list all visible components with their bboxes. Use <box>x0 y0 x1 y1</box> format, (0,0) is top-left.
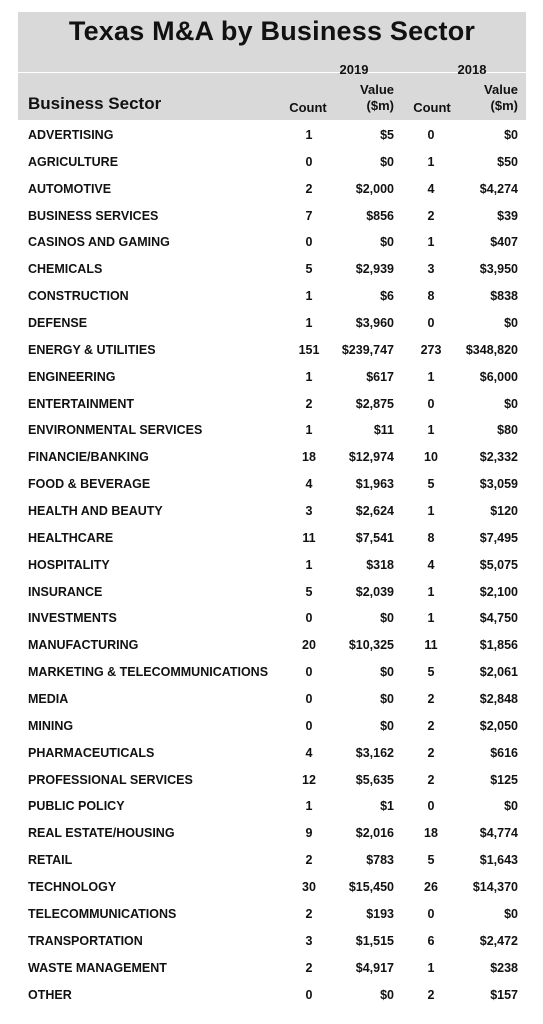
count-2018-cell: 5 <box>427 853 435 868</box>
sector-cell: ENGINEERING <box>28 369 116 384</box>
year-2019-label: 2019 <box>339 62 369 77</box>
table-row <box>18 310 526 337</box>
value-2018-cell: $120 <box>490 504 518 519</box>
value-2019-cell: $2,624 <box>355 504 394 519</box>
count-2018-cell: 5 <box>427 665 435 680</box>
count-2018-cell: 5 <box>427 477 435 492</box>
value-2018-cell: $407 <box>490 235 518 250</box>
sector-cell: WASTE MANAGEMENT <box>28 960 167 975</box>
value-2018-cell: $238 <box>490 960 518 975</box>
count-2019-cell: 2 <box>305 906 313 921</box>
value-2019-cell: $239,747 <box>341 342 394 357</box>
value-2018-cell: $0 <box>504 128 518 142</box>
value-2018-cell: $1,643 <box>479 853 518 868</box>
sector-cell: CASINOS AND GAMING <box>28 235 170 250</box>
count-2018-cell: 0 <box>427 128 435 142</box>
value-2018-cell: $0 <box>504 316 518 331</box>
count-2019-cell: 5 <box>305 262 313 277</box>
table-row <box>18 417 526 444</box>
count-2018-cell: 1 <box>427 235 435 250</box>
value-2019-cell: $11 <box>373 423 394 438</box>
value-2019-cell: $856 <box>366 208 394 223</box>
count-2018-cell: 2 <box>427 745 435 760</box>
count-2019-cell: 7 <box>305 208 313 223</box>
value-2018-cell: $0 <box>504 906 518 921</box>
count-2018-cell: 1 <box>427 960 435 975</box>
count-2019-cell: 2 <box>305 853 313 868</box>
value-2019-cell: $783 <box>366 853 394 868</box>
count-2019-cell: 1 <box>305 799 313 814</box>
sector-cell: PROFESSIONAL SERVICES <box>28 772 193 787</box>
value-2018-cell: $2,848 <box>479 692 518 707</box>
value-2019-cell: $15,450 <box>348 880 394 895</box>
count-2018-cell: 10 <box>424 450 438 465</box>
value-2019-cell: $2,016 <box>355 826 394 841</box>
value-2019-cell: $193 <box>366 906 394 921</box>
table-row <box>18 149 526 176</box>
table-row <box>18 793 526 820</box>
table-row <box>18 364 526 391</box>
count-2018-cell: 2 <box>427 208 435 223</box>
value-2018-cell: $3,950 <box>479 262 518 277</box>
value-2019-cell: $1,515 <box>355 933 394 948</box>
count-2019-cell: 4 <box>305 745 313 760</box>
table-row <box>18 444 526 471</box>
value-2018-cell: $2,332 <box>479 450 518 465</box>
sector-cell: BUSINESS SERVICES <box>28 208 159 223</box>
table-row <box>18 686 526 713</box>
value-2019-cell: $7,541 <box>355 530 394 545</box>
sector-table-body <box>18 122 526 1008</box>
value-2018-cell: $4,774 <box>479 826 518 841</box>
value-2019-cell: $4,917 <box>355 960 394 975</box>
sector-cell: AUTOMOTIVE <box>28 181 112 196</box>
sector-cell: TECHNOLOGY <box>28 880 117 895</box>
count-2019-cell: 0 <box>305 665 313 680</box>
value-2019-cell: $6 <box>380 289 394 304</box>
count-2019-cell: 30 <box>302 880 316 895</box>
sector-cell: ENERGY & UTILITIES <box>28 342 156 357</box>
count-2018-cell: 2 <box>427 718 435 733</box>
table-row <box>18 874 526 901</box>
value-2018-cell: $348,820 <box>465 342 518 357</box>
table-row <box>18 337 526 364</box>
table-row <box>18 740 526 767</box>
table-row <box>18 579 526 606</box>
sector-cell: CONSTRUCTION <box>28 289 129 304</box>
value-2018-cell: $125 <box>490 772 518 787</box>
count-2018-cell: 11 <box>424 638 438 653</box>
table-row <box>18 955 526 982</box>
count-2019-cell: 3 <box>305 933 313 948</box>
sector-cell: OTHER <box>28 987 72 1002</box>
count-2019-cell: 20 <box>302 638 316 653</box>
value-2018-cell: $6,000 <box>479 369 518 384</box>
value-2018-cell: $157 <box>490 987 518 1002</box>
count-2018-cell: 0 <box>427 906 435 921</box>
table-header <box>18 12 526 120</box>
table-row <box>18 498 526 525</box>
table-row <box>18 525 526 552</box>
sector-cell: AGRICULTURE <box>28 154 119 169</box>
count-2019-cell: 12 <box>302 772 316 787</box>
sector-cell: MEDIA <box>28 692 69 707</box>
count-2019-cell: 4 <box>305 477 313 492</box>
value-2019-cell: $10,325 <box>348 638 394 653</box>
value-2018-cell: $616 <box>490 745 518 760</box>
sector-cell: MARKETING & TELECOMMUNICATIONS <box>28 665 269 680</box>
value-2018-cell: $14,370 <box>472 880 518 895</box>
value-2019-cell: $5 <box>380 128 394 142</box>
count-2018-cell: 0 <box>427 396 435 411</box>
value-2019-cell: $2,039 <box>355 584 394 599</box>
count-2018-cell: 2 <box>427 987 435 1002</box>
sector-cell: ENTERTAINMENT <box>28 396 135 411</box>
value-2019-cell: $1,963 <box>355 477 394 492</box>
count-2019-cell: 1 <box>305 423 313 438</box>
table-row <box>18 552 526 579</box>
count-2018-cell: 2 <box>427 772 435 787</box>
value-2019-cell: $617 <box>366 369 394 384</box>
table-row <box>18 176 526 203</box>
table-row <box>18 982 526 1009</box>
value-2018-cell: $1,856 <box>479 638 518 653</box>
table-row <box>18 820 526 847</box>
sector-cell: MANUFACTURING <box>28 638 139 653</box>
table-row <box>18 229 526 256</box>
table-row <box>18 901 526 928</box>
value-2019-cell: $3,960 <box>355 316 394 331</box>
count-2019-cell: 1 <box>305 557 313 572</box>
count-2019-cell: 0 <box>305 611 313 626</box>
count-2018-cell: 8 <box>427 530 435 545</box>
count-2018-cell: 0 <box>427 316 435 331</box>
value-2019-cell: $0 <box>380 692 394 707</box>
value-2018-header <box>472 82 518 114</box>
count-2018-cell: 1 <box>427 154 435 169</box>
sector-cell: REAL ESTATE/HOUSING <box>28 826 175 841</box>
sector-cell: INVESTMENTS <box>28 611 117 626</box>
sector-cell: ENVIRONMENTAL SERVICES <box>28 423 203 438</box>
count-2019-cell: 0 <box>305 154 313 169</box>
sector-cell: CHEMICALS <box>28 262 103 277</box>
table-row <box>18 471 526 498</box>
table-row <box>18 256 526 283</box>
table-row <box>18 605 526 632</box>
table-row <box>18 767 526 794</box>
count-2019-cell: 11 <box>302 530 316 545</box>
sector-column-header: Business Sector <box>28 94 162 113</box>
value-2018-header-top: Value <box>484 82 518 97</box>
table-row <box>18 283 526 310</box>
count-2018-cell: 4 <box>427 181 435 196</box>
count-2018-cell: 6 <box>427 933 435 948</box>
value-2019-cell: $2,000 <box>355 181 394 196</box>
count-2019-cell: 0 <box>305 235 313 250</box>
count-2019-cell: 5 <box>305 584 313 599</box>
count-2018-cell: 2 <box>427 692 435 707</box>
count-2018-cell: 1 <box>427 584 435 599</box>
count-2019-cell: 2 <box>305 396 313 411</box>
value-2018-cell: $838 <box>490 289 518 304</box>
value-2018-cell: $2,472 <box>479 933 518 948</box>
count-2019-cell: 2 <box>305 960 313 975</box>
count-2018-cell: 1 <box>427 369 435 384</box>
sector-cell: HEALTHCARE <box>28 530 114 545</box>
count-2018-cell: 8 <box>427 289 435 304</box>
table-row <box>18 203 526 230</box>
count-2018-cell: 1 <box>427 611 435 626</box>
value-2019-cell: $0 <box>380 154 394 169</box>
count-2018-cell: 3 <box>427 262 435 277</box>
count-2019-cell: 0 <box>305 692 313 707</box>
value-2019-cell: $0 <box>380 665 394 680</box>
count-2018-cell: 18 <box>424 826 438 841</box>
value-2018-header-bottom: ($m) <box>490 98 518 113</box>
sector-cell: ADVERTISING <box>28 128 114 142</box>
value-2019-header <box>348 82 394 114</box>
count-2019-cell: 1 <box>305 369 313 384</box>
value-2019-cell: $2,875 <box>355 396 394 411</box>
value-2019-cell: $1 <box>380 799 394 814</box>
value-2019-header-bottom: ($m) <box>366 98 394 113</box>
count-2019-cell: 18 <box>302 450 316 465</box>
value-2018-cell: $0 <box>504 396 518 411</box>
value-2019-cell: $3,162 <box>355 745 394 760</box>
value-2018-cell: $0 <box>504 799 518 814</box>
count-2018-cell: 1 <box>427 504 435 519</box>
count-2018-cell: 4 <box>427 557 435 572</box>
sector-cell: RETAIL <box>28 853 73 868</box>
count-2019-cell: 151 <box>298 342 320 357</box>
sector-cell: INSURANCE <box>28 584 103 599</box>
value-2019-cell: $0 <box>380 718 394 733</box>
table-row <box>18 391 526 418</box>
count-2019-cell: 9 <box>305 826 313 841</box>
count-2018-cell: 0 <box>427 799 435 814</box>
sector-cell: FINANCIE/BANKING <box>28 450 149 465</box>
page-title: Texas M&A by Business Sector <box>68 16 476 46</box>
table-row <box>18 659 526 686</box>
count-2018-cell: 1 <box>427 423 435 438</box>
year-2018-label: 2018 <box>457 62 487 77</box>
count-2019-cell: 1 <box>305 289 313 304</box>
value-2018-cell: $2,061 <box>479 665 518 680</box>
value-2018-cell: $7,495 <box>479 530 518 545</box>
value-2018-cell: $50 <box>497 154 518 169</box>
sector-cell: FOOD & BEVERAGE <box>28 477 151 492</box>
count-2019-cell: 1 <box>305 128 313 142</box>
value-2018-cell: $2,050 <box>479 718 518 733</box>
table-row <box>18 713 526 740</box>
value-2019-cell: $12,974 <box>348 450 394 465</box>
value-2019-cell: $5,635 <box>355 772 394 787</box>
count-2019-cell: 1 <box>305 316 313 331</box>
count-2019-cell: 3 <box>305 504 313 519</box>
value-2019-cell: $0 <box>380 987 394 1002</box>
table-row <box>18 847 526 874</box>
value-2019-header-top: Value <box>360 82 394 97</box>
value-2018-cell: $80 <box>497 423 518 438</box>
sector-cell: HOSPITALITY <box>28 557 110 572</box>
value-2018-cell: $4,274 <box>479 181 518 196</box>
count-2018-cell: 273 <box>420 342 442 357</box>
value-2018-cell: $5,075 <box>479 557 518 572</box>
count-2019-cell: 0 <box>305 987 313 1002</box>
sector-cell: TRANSPORTATION <box>28 933 143 948</box>
table-row <box>18 632 526 659</box>
sector-cell: MINING <box>28 718 74 733</box>
value-2018-cell: $4,750 <box>479 611 518 626</box>
sector-cell: PHARMACEUTICALS <box>28 745 155 760</box>
sector-cell: TELECOMMUNICATIONS <box>28 906 177 921</box>
sector-cell: DEFENSE <box>28 316 88 331</box>
value-2019-cell: $2,939 <box>355 262 394 277</box>
count-2019-cell: 0 <box>305 718 313 733</box>
value-2018-cell: $3,059 <box>479 477 518 492</box>
sector-cell: HEALTH AND BEAUTY <box>28 504 163 519</box>
value-2019-cell: $0 <box>380 235 394 250</box>
table-row <box>18 122 526 149</box>
count-2019-header: Count <box>289 100 327 115</box>
value-2018-cell: $39 <box>497 208 518 223</box>
value-2019-cell: $318 <box>366 557 394 572</box>
value-2018-cell: $2,100 <box>479 584 518 599</box>
sector-cell: PUBLIC POLICY <box>28 799 125 814</box>
count-2018-cell: 26 <box>424 880 438 895</box>
value-2019-cell: $0 <box>380 611 394 626</box>
count-2018-header: Count <box>413 100 451 115</box>
count-2019-cell: 2 <box>305 181 313 196</box>
table-row <box>18 928 526 955</box>
